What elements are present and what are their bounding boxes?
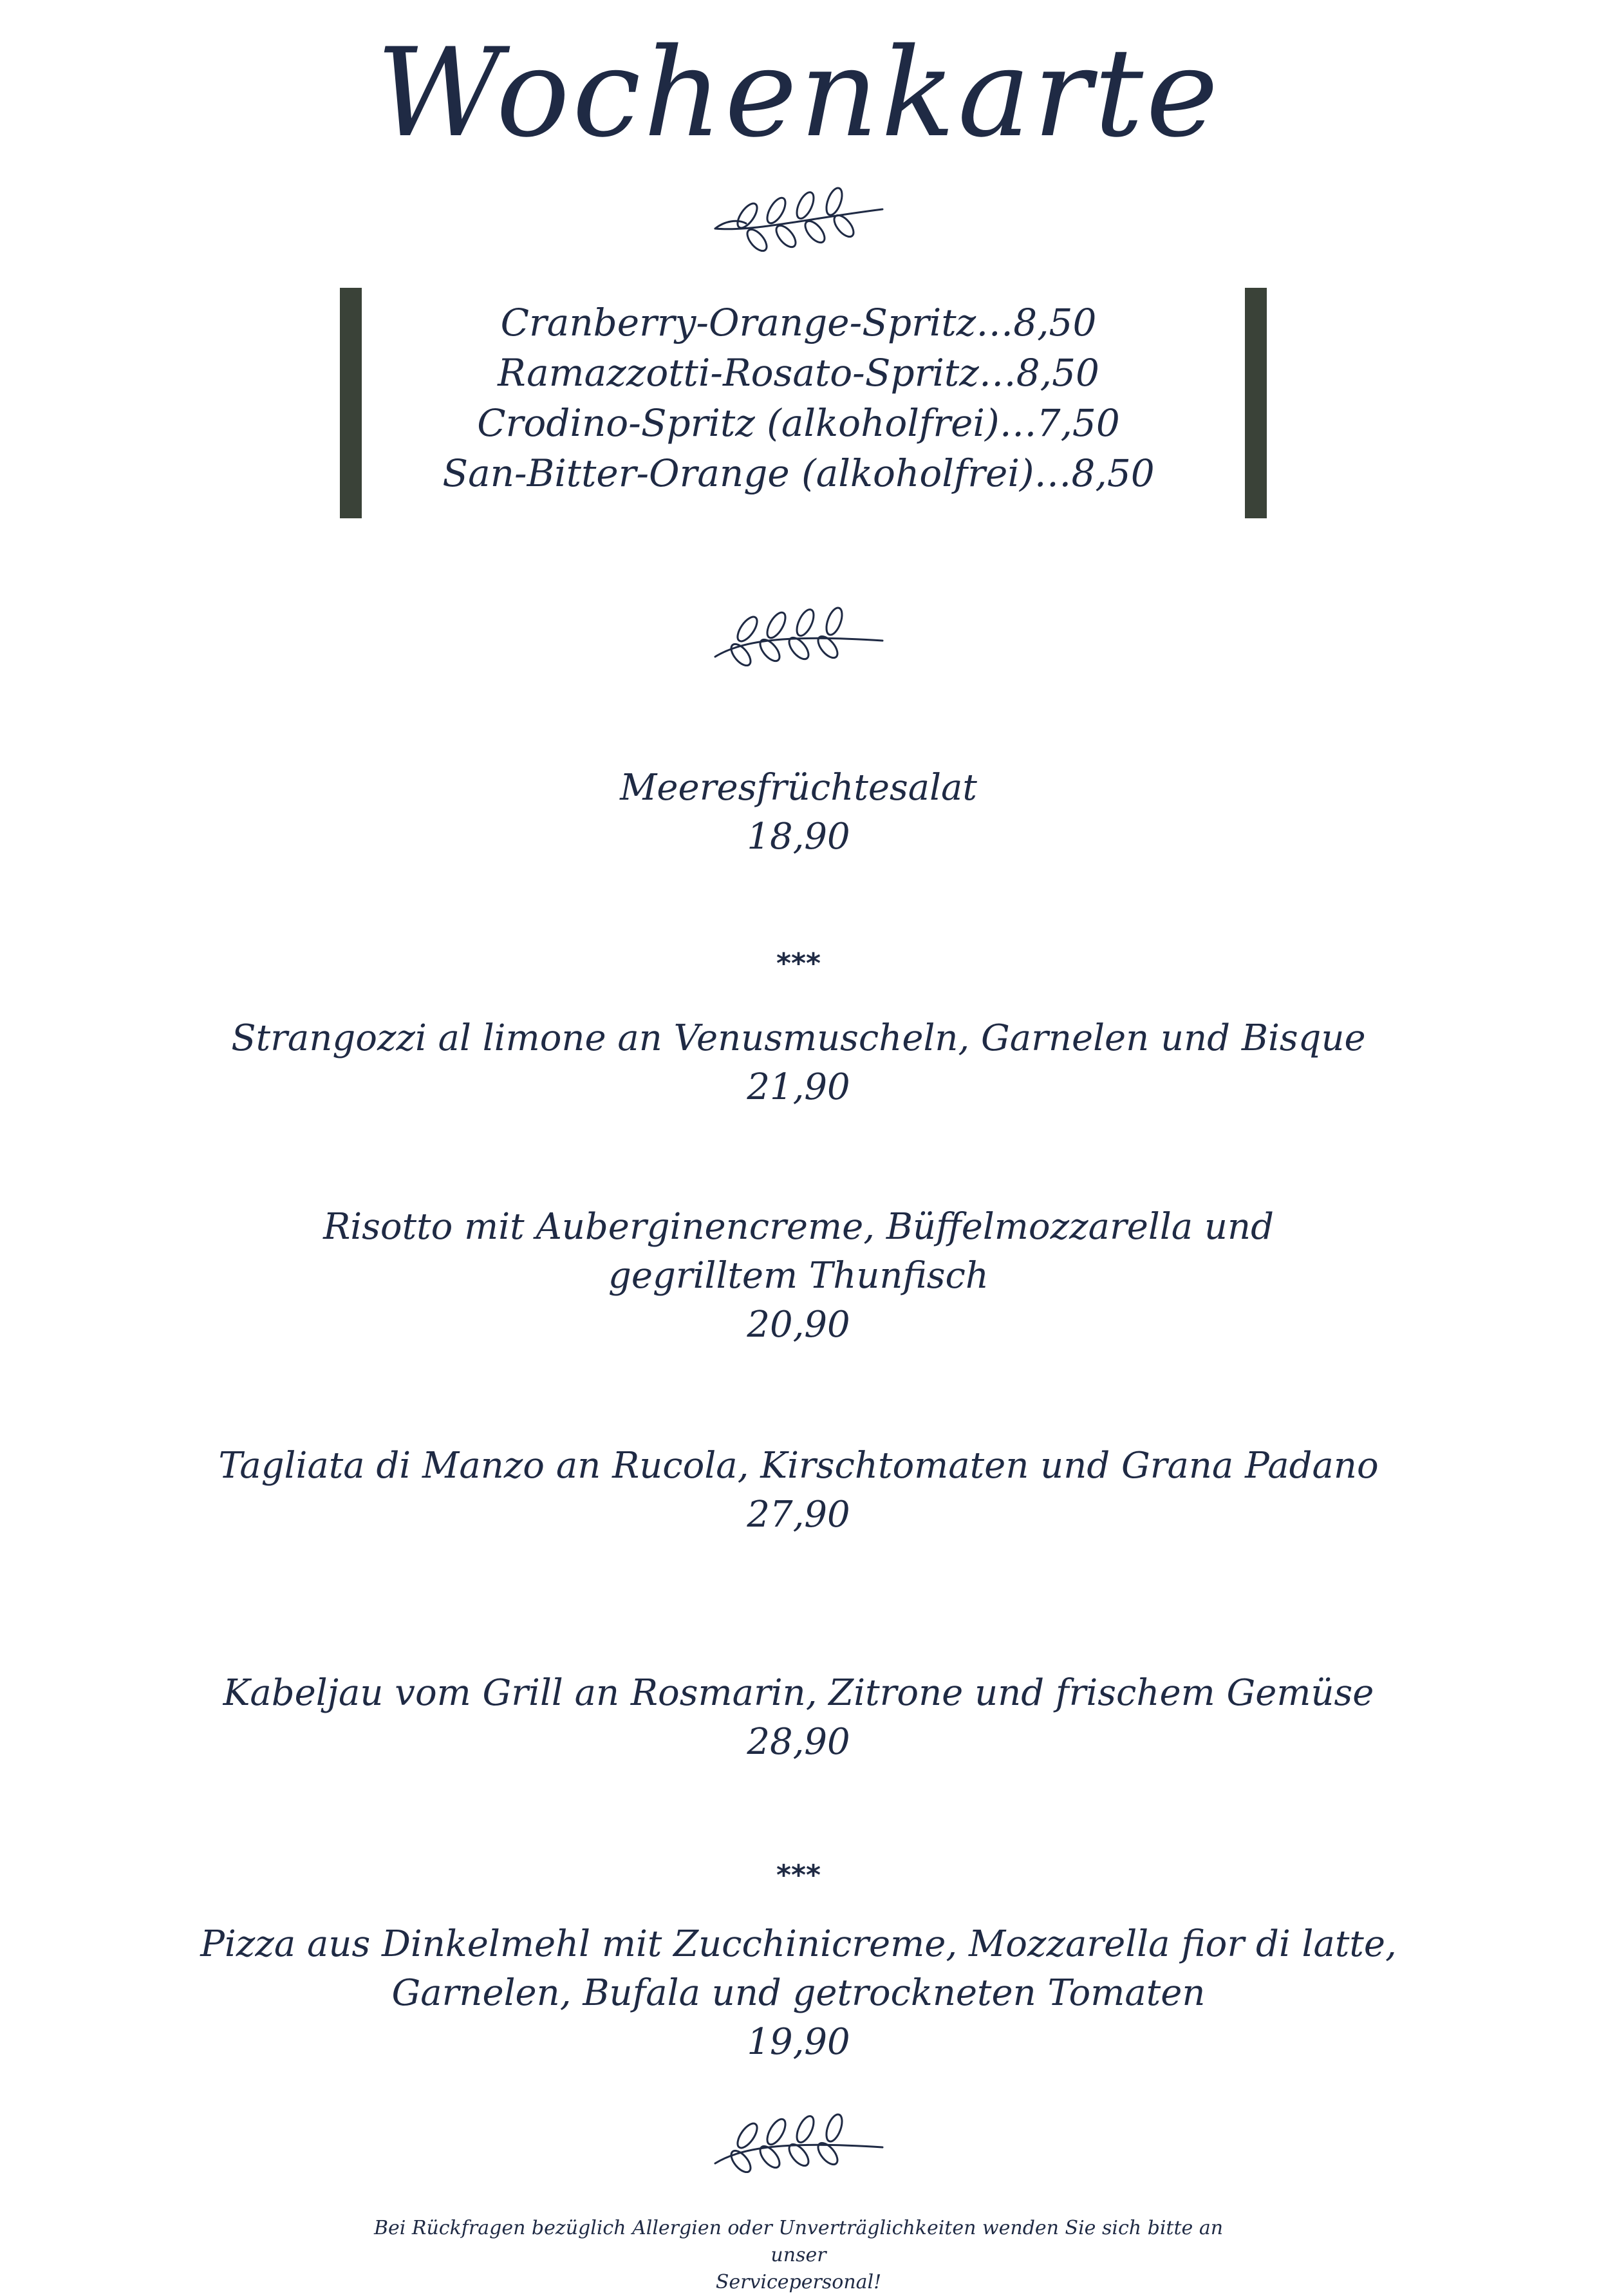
allergy-notice <box>360 2215 1237 2296</box>
allergy-notice-line: Servicepersonal! <box>715 2271 882 2293</box>
dish-price: 19,90 <box>747 2021 850 2063</box>
dish-price: 21,90 <box>747 1066 850 1108</box>
dish-item <box>193 1014 1404 1112</box>
laurel-branch-icon <box>709 596 889 666</box>
dish-name: Kabeljau vom Grill an Rosmarin, Zitrone und frischem Gemüse <box>223 1672 1374 1714</box>
dish-name: gegrilltem Thunfisch <box>608 1255 989 1297</box>
menu-title: Wochenkarte <box>376 22 1221 164</box>
drink-item: San-Bitter-Orange (alkoholfrei)…8,50 <box>442 451 1155 495</box>
drink-item: Ramazzotti-Rosato-Spritz…8,50 <box>498 351 1099 395</box>
dish-name: Garnelen, Bufala und getrockneten Tomaten <box>391 1972 1206 2014</box>
dish-name: Pizza aus Dinkelmehl mit Zucchinicreme, Mozzarella fior di latte, <box>200 1923 1397 1965</box>
dish-name: Strangozzi al limone an Venusmuscheln, Garnelen und Bisque <box>231 1017 1366 1059</box>
dish-price: 28,90 <box>747 1721 850 1763</box>
dish-item <box>193 1203 1404 1350</box>
dish-name: Tagliata di Manzo an Rucola, Kirschtomaten und Grana Padano <box>218 1445 1379 1487</box>
drinks-list <box>0 297 1597 498</box>
dish-price: 18,90 <box>747 816 850 858</box>
laurel-branch-icon <box>709 183 889 254</box>
dish-price: 20,90 <box>747 1304 850 1346</box>
course-separator: *** <box>776 947 821 980</box>
course-separator: *** <box>776 1859 821 1892</box>
dish-item <box>193 1442 1404 1539</box>
dish-price: 27,90 <box>747 1494 850 1536</box>
dish-item <box>193 764 1404 861</box>
dish-name: Risotto mit Auberginencreme, Büffelmozzarella und <box>323 1206 1274 1248</box>
drink-item: Cranberry-Orange-Spritz…8,50 <box>500 301 1097 344</box>
dish-item <box>193 1669 1404 1767</box>
dish-item <box>193 1920 1404 2067</box>
allergy-notice-line: Bei Rückfragen bezüglich Allergien oder Unverträglichkeiten wenden Sie sich bitte an unser <box>373 2217 1224 2266</box>
dish-name: Meeresfrüchtesalat <box>620 767 977 809</box>
laurel-branch-icon <box>709 2102 889 2173</box>
drink-item: Crodino-Spritz (alkoholfrei)…7,50 <box>477 401 1120 445</box>
